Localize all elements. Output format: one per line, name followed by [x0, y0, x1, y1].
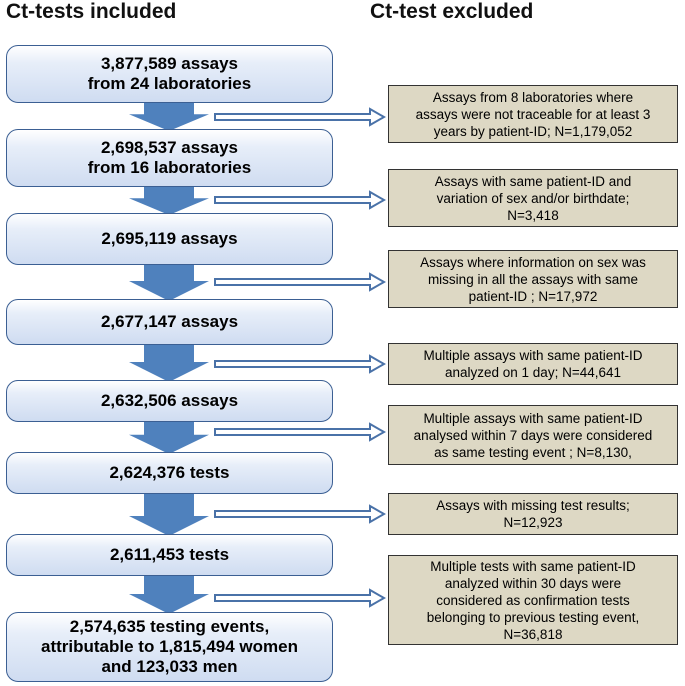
- excluded-box-3-label: Assays where information on sex was missing in all the assays with same patient-ID ; N=17,972: [420, 254, 646, 304]
- excluded-box-2-label: Assays with same patient-ID and variation of sex and/or birthdate; N=3,418: [434, 173, 632, 223]
- included-box-6-label: 2,624,376 tests: [109, 463, 230, 482]
- included-box-6: [6, 452, 333, 494]
- included-box-8-label: 2,574,635 testing events, attributable to 1,815,494 women and 123,033 men: [41, 617, 298, 676]
- included-box-3-label: 2,695,119 assays: [101, 229, 238, 248]
- excluded-box-1: [388, 85, 678, 143]
- down-arrow-2: [129, 187, 209, 215]
- excluded-box-7-label: Multiple tests with same patient-ID analyzed within 30 days were considered as confirmation tests belonging to previous testing event, N=36,818: [426, 558, 640, 642]
- side-arrow-2: [215, 192, 384, 208]
- excluded-box-6-label: Assays with missing test results; N=12,923: [436, 498, 630, 530]
- included-box-2: [6, 129, 333, 187]
- included-box-8: [6, 612, 333, 682]
- side-arrow-5: [215, 424, 384, 440]
- included-box-5-label: 2,632,506 assays: [100, 391, 239, 410]
- down-arrow-4: [129, 345, 209, 382]
- side-arrow-6: [215, 506, 384, 522]
- included-box-4: [6, 299, 333, 345]
- down-arrow-1: [129, 103, 209, 131]
- down-arrow-5: [129, 422, 209, 454]
- excluded-box-5: [388, 405, 678, 465]
- excluded-box-1-label: Assays from 8 laboratories where assays were not traceable for at least 3 years by patient-ID; N=1,179,052: [415, 89, 651, 139]
- side-arrow-3: [215, 274, 384, 290]
- heading-included: Ct-tests included: [6, 0, 177, 23]
- excluded-box-5-label: Multiple assays with same patient-ID analysed within 7 days were considered as same testing event ; N=8,130,: [413, 410, 653, 460]
- excluded-box-4-label: Multiple assays with same patient-ID analyzed on 1 day; N=44,641: [423, 348, 643, 380]
- side-arrow-1: [215, 109, 384, 125]
- side-arrow-4: [215, 356, 384, 372]
- included-box-3: [6, 213, 333, 265]
- included-box-4-label: 2,677,147 assays: [100, 312, 239, 331]
- down-arrow-6: [129, 494, 209, 536]
- excluded-box-4: [388, 343, 678, 385]
- included-box-7-label: 2,611,453 tests: [109, 545, 230, 564]
- included-box-5: [6, 380, 333, 422]
- excluded-box-7: [388, 555, 678, 645]
- included-box-7: [6, 534, 333, 576]
- excluded-box-2: [388, 169, 678, 227]
- down-arrow-7: [129, 576, 209, 614]
- included-box-1: [6, 45, 333, 103]
- side-arrow-7: [215, 590, 384, 606]
- included-box-1-label: 3,877,589 assays from 24 laboratories: [87, 54, 252, 93]
- excluded-box-3: [388, 250, 678, 308]
- down-arrow-3: [129, 265, 209, 301]
- excluded-box-6: [388, 493, 678, 535]
- heading-excluded: Ct-test excluded: [370, 0, 534, 23]
- included-box-2-label: 2,698,537 assays from 16 laboratories: [87, 138, 252, 177]
